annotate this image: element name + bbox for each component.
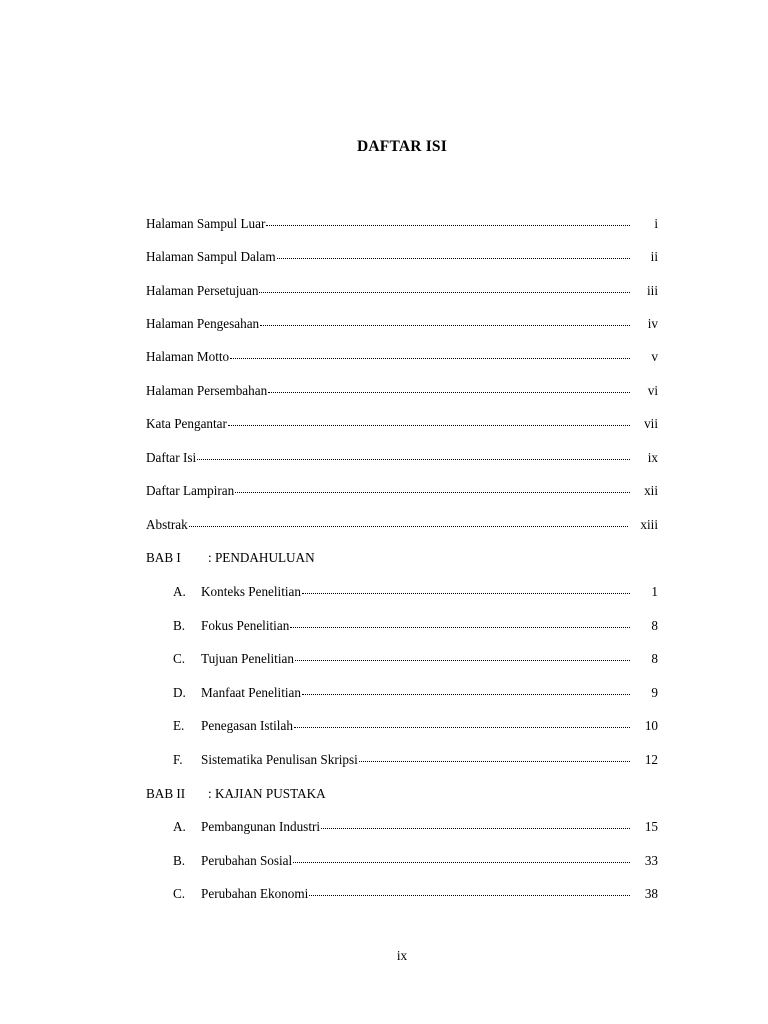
section-page: 1 — [651, 584, 658, 599]
section-page: 9 — [651, 685, 658, 700]
chapter-number: BAB I — [146, 550, 181, 565]
section-page: 8 — [651, 618, 658, 633]
toc-entry — [146, 216, 658, 236]
toc-entry — [146, 349, 658, 369]
toc-entry-page: xii — [644, 483, 658, 498]
section-page: 38 — [644, 886, 658, 901]
section-letter: D. — [173, 685, 186, 700]
toc-section — [173, 886, 658, 906]
section-page: 15 — [644, 819, 658, 834]
toc-entry-label: Halaman Sampul Dalam — [146, 249, 276, 264]
toc-entry — [146, 249, 658, 269]
dot-leader — [294, 726, 630, 728]
chapter-title: : PENDAHULUAN — [208, 550, 315, 565]
toc-entry-label: Daftar Lampiran — [146, 483, 235, 498]
dot-leader — [268, 391, 630, 393]
toc-section — [173, 584, 658, 604]
toc-entry-label: Abstrak — [146, 517, 188, 532]
toc-entry-label: Kata Pengantar — [146, 416, 227, 431]
section-page: 8 — [651, 651, 658, 666]
dot-leader — [189, 525, 628, 527]
dot-leader — [277, 257, 630, 259]
toc-section — [173, 819, 658, 839]
toc-entry-page: iv — [647, 316, 658, 331]
toc-section — [173, 853, 658, 873]
toc-entry-label: Halaman Sampul Luar — [146, 216, 266, 231]
dot-leader — [230, 357, 630, 359]
section-label: Fokus Penelitian — [201, 618, 290, 633]
dot-leader — [266, 224, 630, 226]
toc-entry-label: Daftar Isi — [146, 450, 197, 465]
toc-section — [173, 651, 658, 671]
section-label: Manfaat Penelitian — [201, 685, 301, 700]
dot-leader — [359, 760, 630, 762]
section-label: Pembangunan Industri — [201, 819, 321, 834]
toc-entry-page: iii — [647, 283, 658, 298]
section-letter: C. — [173, 886, 186, 901]
toc-entry-label: Halaman Persetujuan — [146, 283, 259, 298]
dot-leader — [290, 626, 630, 628]
dot-leader — [197, 458, 630, 460]
dot-leader — [302, 592, 630, 594]
dot-leader — [295, 659, 630, 661]
dot-leader — [259, 291, 630, 293]
section-label: Perubahan Ekonomi — [201, 886, 309, 901]
toc-section — [173, 618, 658, 638]
toc-entry-page: xiii — [640, 517, 658, 532]
section-page: 10 — [644, 718, 658, 733]
toc-section — [173, 685, 658, 705]
dot-leader — [293, 861, 630, 863]
toc-entry-label: Halaman Pengesahan — [146, 316, 260, 331]
section-label: Tujuan Penelitian — [201, 651, 294, 666]
dot-leader — [309, 894, 630, 896]
toc-entry — [146, 283, 658, 303]
section-letter: C. — [173, 651, 186, 666]
section-letter: A. — [173, 819, 186, 834]
section-label: Penegasan Istilah — [201, 718, 293, 733]
toc-entry-page: ix — [647, 450, 658, 465]
toc-entry-page: i — [654, 216, 658, 231]
section-page: 33 — [644, 853, 658, 868]
toc-entry-page: vi — [647, 383, 658, 398]
chapter-heading — [146, 786, 658, 806]
toc-entry-page: ii — [650, 249, 658, 264]
section-letter: E. — [173, 718, 185, 733]
dot-leader — [235, 491, 630, 493]
toc-entry — [146, 416, 658, 436]
dot-leader — [302, 693, 630, 695]
toc-section — [173, 752, 658, 772]
section-letter: A. — [173, 584, 186, 599]
section-page: 12 — [644, 752, 658, 767]
page-number: ix — [396, 948, 408, 963]
dot-leader — [260, 324, 630, 326]
toc-entry-label: Halaman Persembahan — [146, 383, 268, 398]
section-letter: B. — [173, 853, 186, 868]
toc-entry — [146, 450, 658, 470]
section-label: Perubahan Sosial — [201, 853, 293, 868]
section-label: Konteks Penelitian — [201, 584, 301, 599]
toc-entry-label: Halaman Motto — [146, 349, 230, 364]
toc-entry-page: v — [651, 349, 658, 364]
section-label: Sistematika Penulisan Skripsi — [201, 752, 358, 767]
toc-entry — [146, 316, 658, 336]
chapter-number: BAB II — [146, 786, 186, 801]
section-letter: F. — [173, 752, 183, 767]
section-letter: B. — [173, 618, 186, 633]
toc-section — [173, 718, 658, 738]
toc-entry — [146, 517, 658, 537]
toc-entry-page: vii — [644, 416, 658, 431]
toc-entry — [146, 383, 658, 403]
chapter-title: : KAJIAN PUSTAKA — [208, 786, 326, 801]
toc-entry — [146, 483, 658, 503]
dot-leader — [228, 424, 630, 426]
dot-leader — [321, 827, 630, 829]
chapter-heading — [146, 550, 658, 570]
page-title: DAFTAR ISI — [357, 138, 447, 155]
